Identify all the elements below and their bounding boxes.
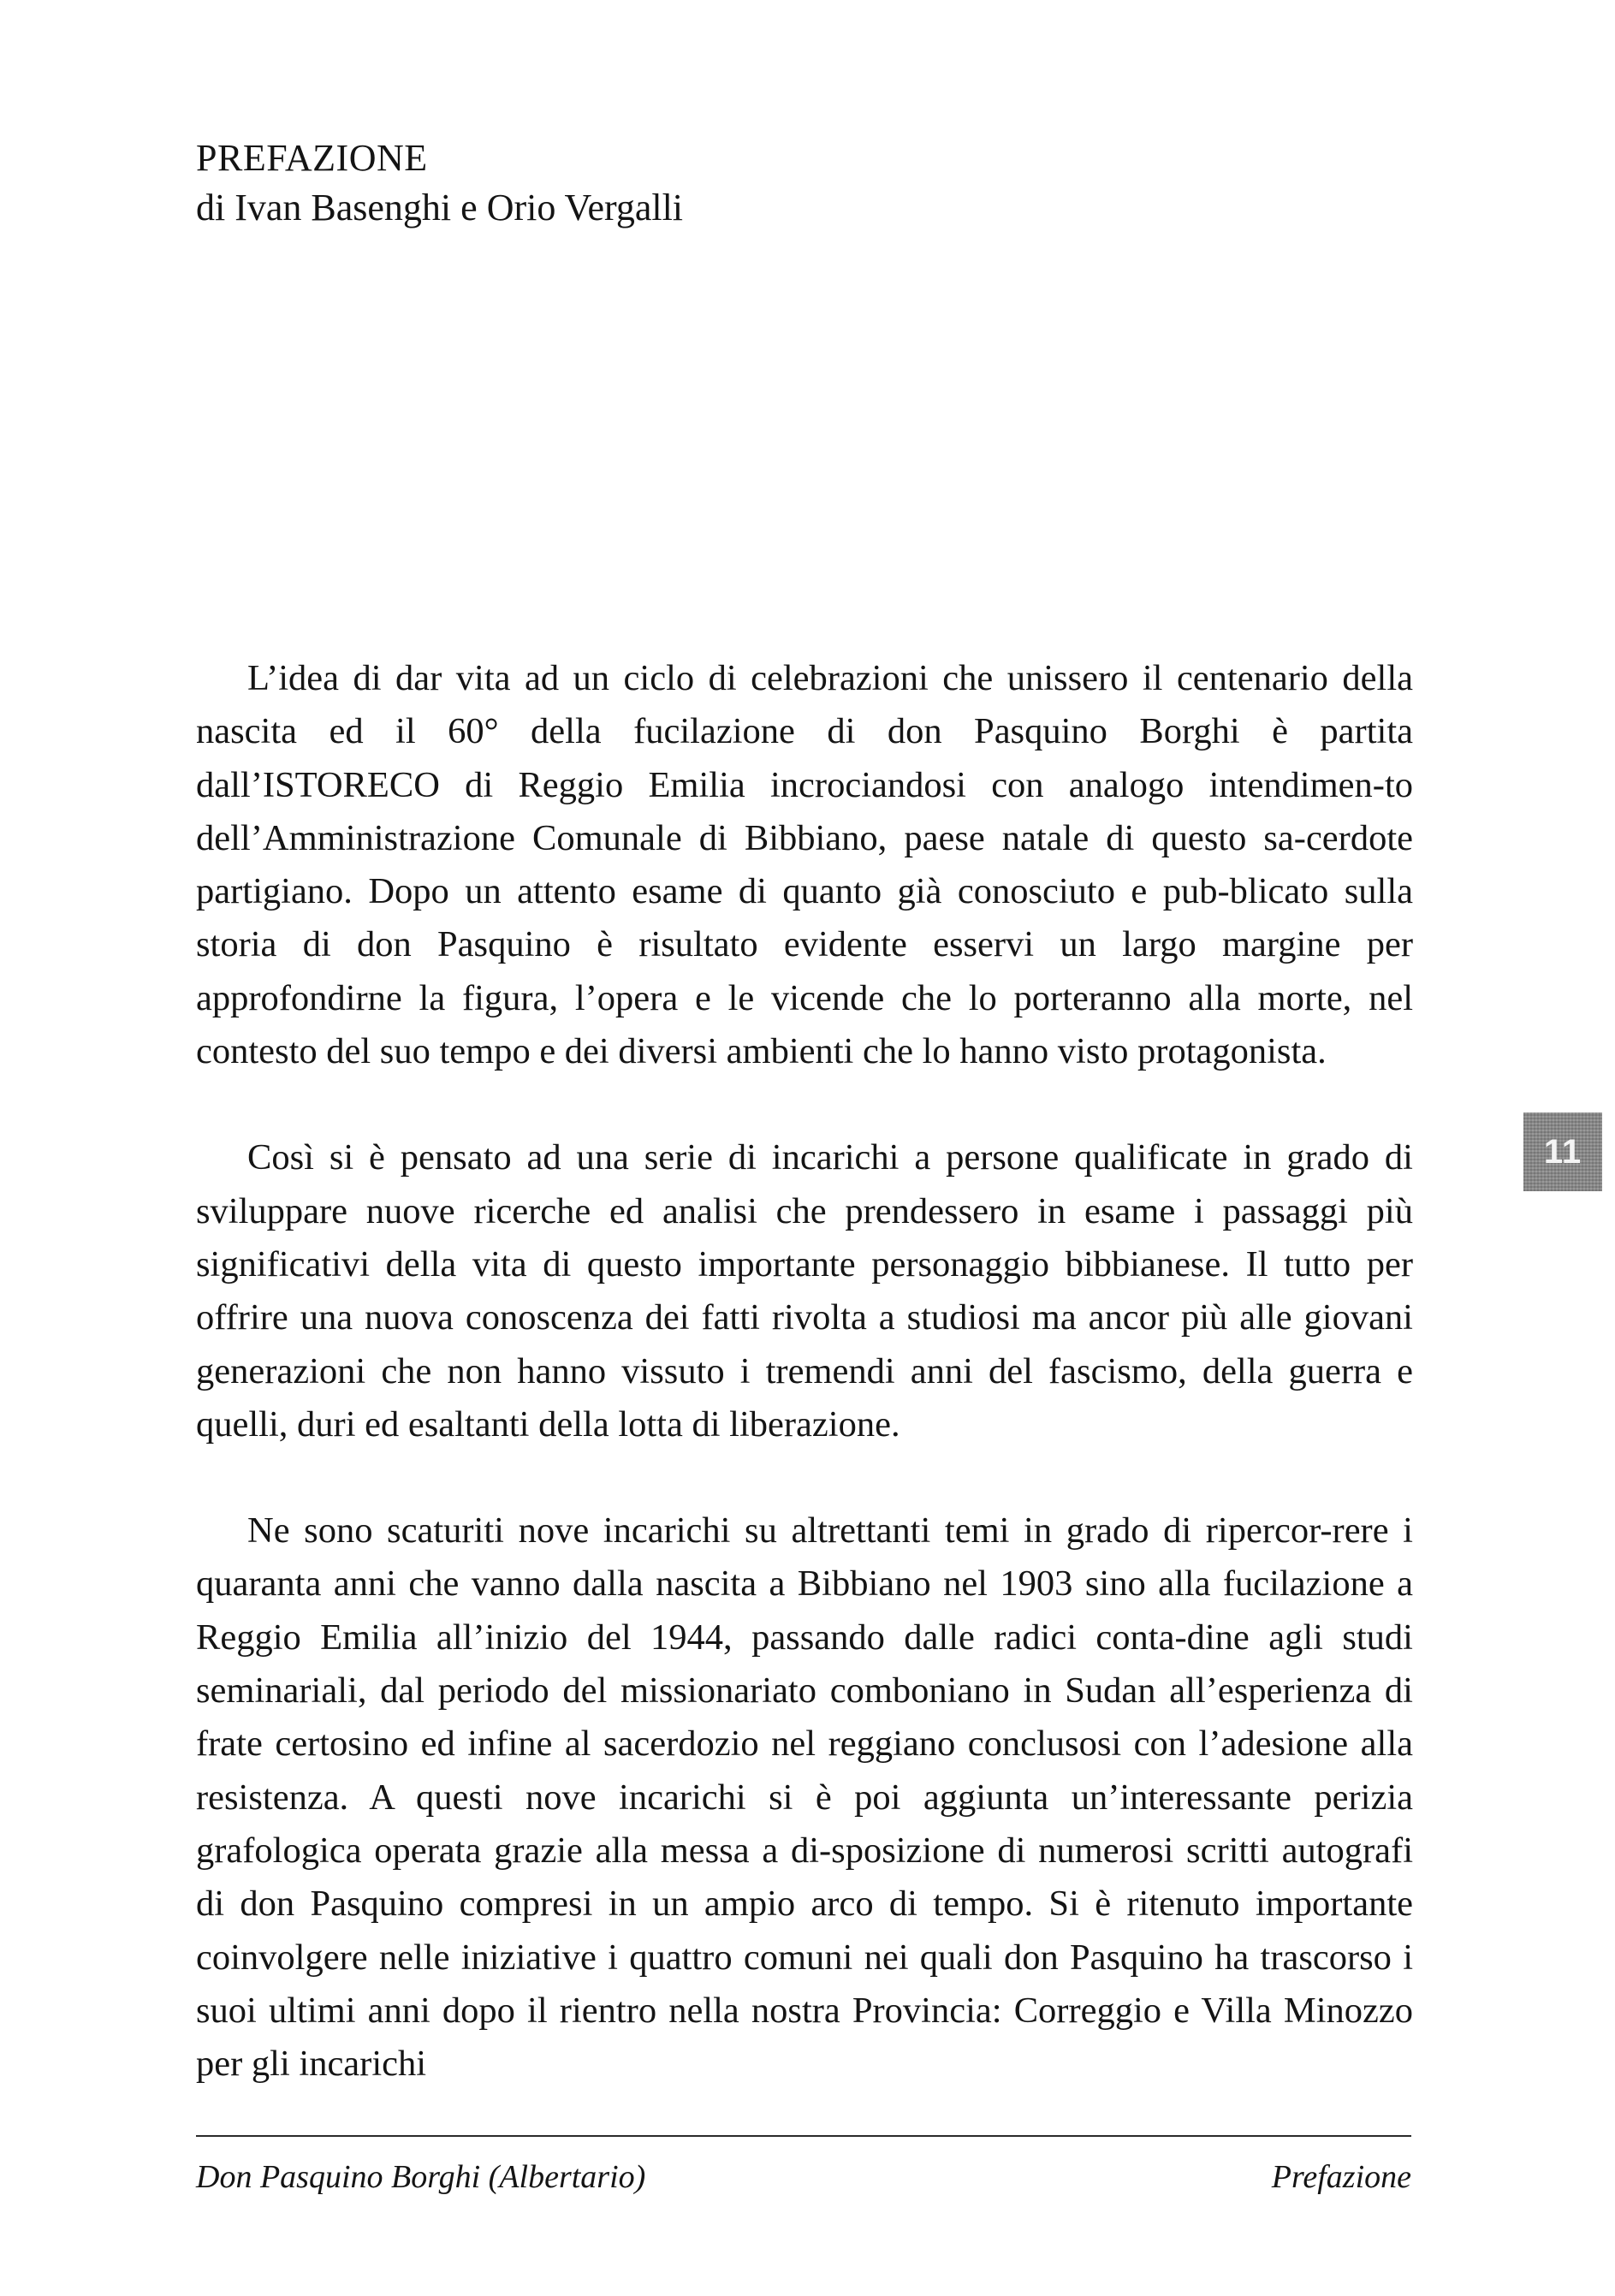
- page-number: 11: [1543, 1132, 1582, 1171]
- paragraph-1: L’idea di dar vita ad un ciclo di celebrazioni che unissero il centenario della nascita ed il 60° della fucilazione di don Pasquino Borghi è partita dall’ISTORECO di Reggio Emilia incrociandosi con analogo intendimen-to dell’Amministrazione Comunale di Bibbiano, paese natale di questo sa-cerdote partigiano. Dopo un attento esame di quanto già conosciuto e pub-blicato sulla storia di don Pasquino è risultato evidente esservi un largo margine per approfondirne la figura, l’opera e le vicende che lo porteranno alla morte, nel contesto del suo tempo e dei diversi ambienti che lo hanno visto protagonista.: [196, 658, 1413, 1072]
- footer-divider: [196, 2135, 1411, 2137]
- paragraph-2: Così si è pensato ad una serie di incarichi a persone qualificate in grado di sviluppare nuove ricerche ed analisi che prendessero in esame i passaggi più significativi della vita di questo importante personaggio bibbianese. Il tutto per offrire una nuova conoscenza dei fatti rivolta a studiosi ma ancor più alle giovani generazioni che non hanno vissuto i tremendi anni del fascismo, della guerra e quelli, duri ed esaltanti della lotta di liberazione.: [196, 1137, 1413, 1445]
- footer-book-title: Don Pasquino Borghi (Albertario): [196, 2159, 646, 2195]
- page-number-tab: [1523, 1112, 1602, 1191]
- chapter-title: PREFAZIONE: [196, 137, 428, 179]
- chapter-authors: di Ivan Basenghi e Orio Vergalli: [196, 187, 684, 228]
- paragraph-3: Ne sono scaturiti nove incarichi su altrettanti temi in grado di ripercor-rere i quaranta anni che vanno dalla nascita a Bibbiano nel 1903 sino alla fucilazione a Reggio Emilia all’inizio del 1944, passando dalle radici conta-dine agli studi seminariali, dal periodo del missionariato comboniano in Sudan all’esperienza di frate certosino ed infine al sacerdozio nel reggiano conclusosi con l’adesione alla resistenza. A questi nove incarichi si è poi aggiunta un’interessante perizia grafologica operata grazie alla messa a di-sposizione di numerosi scritti autografi di don Pasquino compresi in un ampio arco di tempo. Si è ritenuto importante coinvolgere nelle iniziative i quattro comuni nei quali don Pasquino ha trascorso i suoi ultimi anni dopo il rientro nella nostra Provincia: Correggio e Villa Minozzo per gli incarichi: [196, 1510, 1413, 2085]
- footer-section-title: Prefazione: [1271, 2159, 1411, 2195]
- body-text: [196, 652, 1413, 2091]
- chapter-heading: [196, 133, 1394, 233]
